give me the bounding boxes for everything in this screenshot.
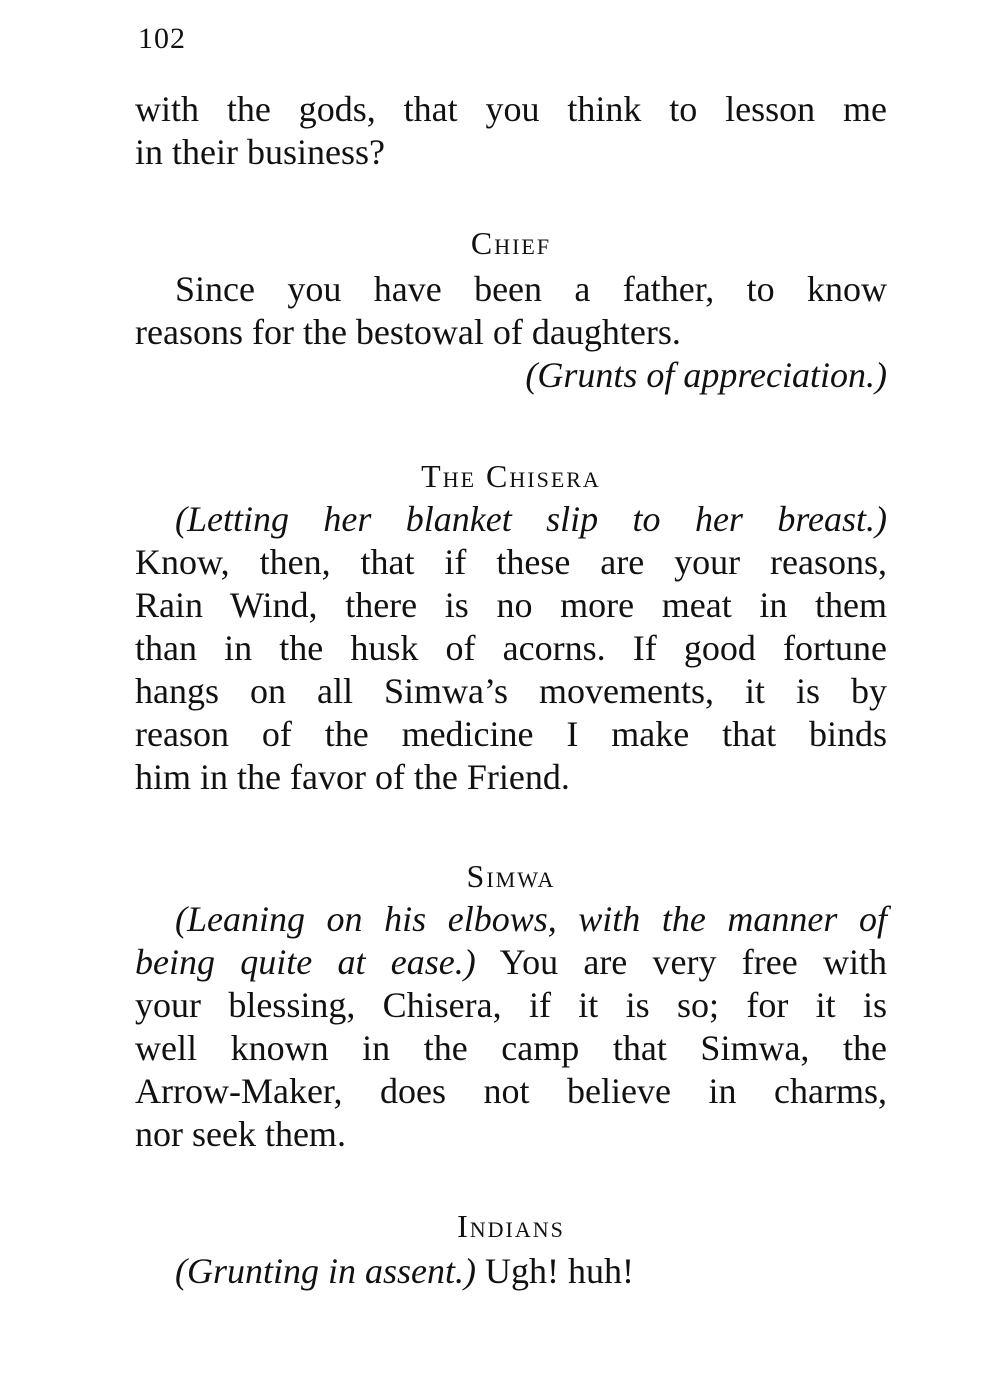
- stage-direction: (Leaning on his elbows, with the manner of: [175, 899, 887, 939]
- text-line: well known in the camp that Simwa, the: [135, 1028, 887, 1068]
- simwa-speech: [135, 898, 887, 1156]
- stage-direction: (Grunts of appreciation.): [525, 355, 887, 395]
- text-line: Know, then, that if these are your reasons,: [135, 542, 887, 582]
- speech-text: You are very free with: [475, 942, 887, 982]
- text-line: him in the favor of the Friend.: [135, 757, 570, 797]
- speaker-chisera: The Chisera: [421, 458, 601, 494]
- text-line: reason of the medicine I make that binds: [135, 714, 887, 754]
- opening-speech: [135, 88, 887, 174]
- text-line: reasons for the bestowal of daughters.: [135, 312, 681, 352]
- speech-text: Ugh! huh!: [476, 1251, 634, 1291]
- speaker-simwa: Simwa: [466, 858, 556, 894]
- speaker-indians: Indians: [457, 1208, 565, 1244]
- stage-direction: being quite at ease.): [135, 942, 476, 982]
- speaker-chief: Chief: [470, 225, 552, 261]
- text-line: Rain Wind, there is no more meat in them: [135, 585, 887, 625]
- text-line: your blessing, Chisera, if it is so; for it is: [135, 985, 887, 1025]
- stage-direction: (Letting her blanket slip to her breast.): [175, 499, 887, 539]
- text-line: nor seek them.: [135, 1114, 346, 1154]
- chisera-speech: [135, 498, 887, 799]
- text-line: hangs on all Simwa’s movements, it is by: [135, 671, 887, 711]
- text-line: [135, 941, 887, 984]
- text-line: than in the husk of acorns. If good fortune: [135, 628, 887, 668]
- text-line: Since you have been a father, to know: [175, 269, 887, 309]
- text-line: with the gods, that you think to lesson me: [135, 89, 887, 129]
- chief-speech: [135, 268, 887, 397]
- text-line: Arrow-Maker, does not believe in charms,: [135, 1071, 887, 1111]
- page-number: 102: [138, 22, 186, 55]
- stage-direction: (Grunting in assent.): [175, 1251, 476, 1291]
- indians-speech: [135, 1250, 887, 1293]
- text-line: [135, 1250, 887, 1293]
- text-line: in their business?: [135, 132, 385, 172]
